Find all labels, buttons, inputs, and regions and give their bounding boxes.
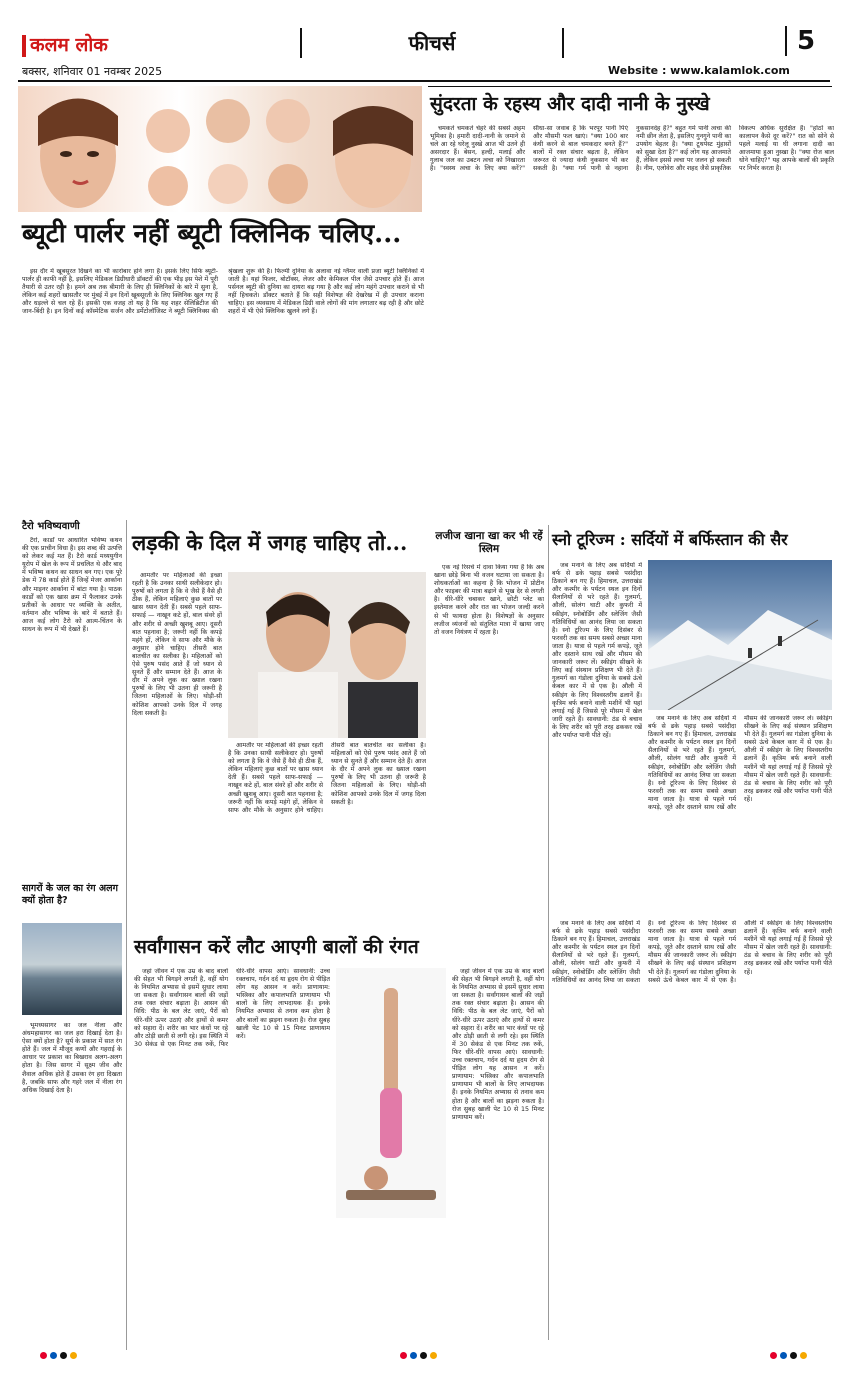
ladki-body-col1 [132, 572, 222, 912]
dot-black [790, 1352, 797, 1359]
snow-body-text-2: जब मनाने के लिए अब सर्दियों में बर्फ से ढके पहाड़ सबसे पसंदीदा ठिकाने बन गए हैं। हिमाचल, उत्तराखंड और कश्मीर के पर्यटन स्थल इन दिनों सैलानियों से भरे रहते हैं। गुलमर्ग, औली, सोलंग घाटी और कुफरी में स्कीइंग, स्नोबोर्डिंग और स्लेजिंग जैसी गतिविधियों का आनंद लिया जा सकता है। स्नो टूरिज्म के लिए दिसंबर से फरवरी तक का समय सबसे अच्छा माना जाता है। यात्रा से पहले गर्म कपड़े, जूते और दस्ताने साथ रखें और मौसम की जानकारी जरूर लें। स्कीइंग सीखने के लिए कई संस्थान प्रशिक्षण भी देते हैं। गुलमर्ग का गंडोला दुनिया के सबसे ऊंचे केबल कार में से एक है। औली में स्कीइंग के लिए विश्वस्तरीय ढलानें हैं। कृत्रिम बर्फ बनाने वाली मशीनें भी यहां लगाई गई हैं जिससे पूरे मौसम में खेल जारी रहते हैं। सावधानी: ठंड से बचाव के लिए शरीर को पूरी तरह ढककर रखें और पर्याप्त पानी पीते रहें। [648, 715, 832, 812]
snow-headline: स्नो टूरिज्म : सर्दियों में बर्फिस्तान की सैर [552, 530, 788, 549]
beauty-headline: ब्यूटी पार्लर नहीं ब्यूटी क्लिनिक चलिए... [22, 219, 402, 249]
beauty-body [22, 268, 424, 508]
sarvang-body-col2 [452, 968, 544, 1340]
registration-dots-right [770, 1352, 807, 1359]
beauty-body-text: इस दौर में खूबसूरत दिखने का भी कारोबार होने लगा है। इसके लिए सिर्फ ब्यूटी-पार्लर ही काफी नहीं है, इसलिए मेडिकल डिग्रीधारी डॉक्टरों की एक भीड़ इस पेशे में पूरी तैयारी से उतर रही है। हमने अब तक बीमारी के लिए ही क्लिनिकों के बारे में सुना है, लेकिन कई शहरों खासतौर पर मुंबई में इन दिनों खूबसूरती के लिए क्लिनिक खुल गए हैं और धड़ल्ले से चल रहे हैं। इसकी एक वजह तो यह है कि यह शहर सेलिब्रिटीज की जान-बिंदी है। इन दिनों कई कॉस्मेटिक सर्जन और डर्मेटोलॉजिस्ट ने ब्यूटी क्लिनिक्स की श्रृंखला शुरू की है। फिल्मी दुनिया के अलावा नई ग्लैमर वाली प्रजा ब्यूटी क्लिनिकों में जाती है। यहां फिलर, बोटॉक्स, लेजर और केमिकल पील जैसे उपचार होते हैं। आज पर्सनल ब्यूटी की दुनिया का दायरा बढ़ गया है और कई लोग महंगे उपचार कराने से भी नहीं हिचकते। डॉक्टर बताते हैं कि सही विशेषज्ञ की देखरेख में ही उपचार कराना चाहिए। इस व्यवसाय में मेडिकल डिग्री वाले लोगों की मांग लगातार बढ़ रही है और छोटे शहरों में भी ऐसे क्लिनिक खुलने लगे हैं। [22, 268, 424, 316]
lajeez-headline: लजीज खाना खा कर भी रहें स्लिम [435, 530, 543, 555]
section-tag: फीचर्स [300, 28, 564, 58]
sea-photo [22, 923, 122, 1015]
dot-black [420, 1352, 427, 1359]
ladki-body-text: आमतौर पर महिलाओं की इच्छा रहती है कि उनका साथी सलीकेदार हो। पुरुषों को लगता है कि वे जैसे हैं वैसे ही ठीक हैं, लेकिन महिलाएं कुछ बातों पर खास ध्यान देती हैं। सबसे पहले साफ-सफाई — नाखून कटे हों, बाल संवरे हों और शरीर से अच्छी खुशबू आए। दूसरी बात पहनावा है; जरूरी नहीं कि कपड़े महंगे हों, लेकिन वे साफ और मौके के अनुसार होने चाहिए। तीसरी बात बातचीत का सलीका है। महिलाओं को ऐसे पुरुष पसंद आते हैं जो ध्यान से सुनते हैं और सम्मान देते हैं। आज के दौर में अपने लुक का ख्याल रखना पुरुषों के लिए भी उतना ही जरूरी है जितना महिलाओं के लिए। थोड़ी-सी कोशिश आपको उनके दिल में जगह दिला सकती है। [132, 572, 222, 717]
masthead-logo [22, 31, 108, 57]
registration-dots-left [40, 1352, 77, 1359]
sea-body-text: भूमध्यसागर का जल नीला और अंधमहासागर का जल हरा दिखाई देता है। ऐसा क्यों होता है? सूर्य के प्रकाश में सात रंग होते हैं। जल में मौजूद कणों और गहराई के आधार पर प्रकाश का बिखराव अलग-अलग होता है। जिस सागर में सूक्ष्म जीव और शैवाल अधिक होते हैं उसका रंग हरा दिखता है, जबकि साफ और गहरे जल में नीला रंग अधिक दिखाई देता है। [22, 1022, 122, 1094]
sea-body [22, 1022, 122, 1340]
ladki-headline: लड़की के दिल में जगह चाहिए तो... [132, 530, 408, 555]
beauty-collage-image [18, 86, 422, 212]
ladki-body-text-2: आमतौर पर महिलाओं की इच्छा रहती है कि उनका साथी सलीकेदार हो। पुरुषों को लगता है कि वे जैसे हैं वैसे ही ठीक हैं, लेकिन महिलाएं कुछ बातों पर खास ध्यान देती हैं। सबसे पहले साफ-सफाई — नाखून कटे हों, बाल संवरे हों और शरीर से अच्छी खुशबू आए। दूसरी बात पहनावा है; जरूरी नहीं कि कपड़े महंगे हों, लेकिन वे साफ और मौके के अनुसार होने चाहिए। तीसरी बात बातचीत का सलीका है। महिलाओं को ऐसे पुरुष पसंद आते हैं जो ध्यान से सुनते हैं और सम्मान देते हैं। आज के दौर में अपने लुक का ख्याल रखना पुरुषों के लिए भी उतना ही जरूरी है जितना महिलाओं के लिए। थोड़ी-सी कोशिश आपको उनके दिल में जगह दिला सकती है। [228, 742, 426, 814]
dot-red [770, 1352, 777, 1359]
dot-yellow [800, 1352, 807, 1359]
dadi-headline: सुंदरता के रहस्य और दादी नानी के नुस्खे [430, 93, 710, 115]
dot-blue [50, 1352, 57, 1359]
dateline: बक्सर, शनिवार 01 नवम्बर 2025 [22, 65, 163, 78]
column-rule [126, 520, 127, 1350]
sarvang-yoga-photo [336, 968, 446, 1218]
sarvang-body-text-2: जहां जीवन में एक उम्र के बाद बालों की सेहत भी बिगड़ने लगती है, वहीं योग के नियमित अभ्यास से इसमें सुधार लाया जा सकता है। सर्वांगासन बालों की जड़ों तक रक्त संचार बढ़ाता है। आसन की विधि: पीठ के बल लेट जाएं, पैरों को धीरे-धीरे ऊपर उठाएं और हाथों से कमर को सहारा दें। शरीर का भार कंधों पर रहे और ठोड़ी छाती से लगी रहे। इस स्थिति में 30 सेकंड से एक मिनट तक रुकें, फिर धीरे-धीरे वापस आएं। सावधानी: उच्च रक्तचाप, गर्दन दर्द या हृदय रोग से पीड़ित लोग यह आसन न करें। प्राणायाम: भस्त्रिका और कपालभाति प्राणायाम भी बालों के लिए लाभदायक हैं। इनके नियमित अभ्यास से तनाव कम होता है और बालों का झड़ना रुकता है। रोज सुबह खाली पेट 10 से 15 मिनट प्राणायाम करें। [452, 968, 544, 1121]
snow-body-text-3: जब मनाने के लिए अब सर्दियों में बर्फ से ढके पहाड़ सबसे पसंदीदा ठिकाने बन गए हैं। हिमाचल, उत्तराखंड और कश्मीर के पर्यटन स्थल इन दिनों सैलानियों से भरे रहते हैं। गुलमर्ग, औली, सोलंग घाटी और कुफरी में स्कीइंग, स्नोबोर्डिंग और स्लेजिंग जैसी गतिविधियों का आनंद लिया जा सकता है। स्नो टूरिज्म के लिए दिसंबर से फरवरी तक का समय सबसे अच्छा माना जाता है। यात्रा से पहले गर्म कपड़े, जूते और दस्ताने साथ रखें और मौसम की जानकारी जरूर लें। स्कीइंग सीखने के लिए कई संस्थान प्रशिक्षण भी देते हैं। गुलमर्ग का गंडोला दुनिया के सबसे ऊंचे केबल कार में से एक है। औली में स्कीइंग के लिए विश्वस्तरीय ढलानें हैं। कृत्रिम बर्फ बनाने वाली मशीनें भी यहां लगाई गई हैं जिससे पूरे मौसम में खेल जारी रहते हैं। सावधानी: ठंड से बचाव के लिए शरीर को पूरी तरह ढककर रखें और पर्याप्त पानी पीते रहें। [552, 920, 832, 984]
dot-blue [410, 1352, 417, 1359]
dadi-body [430, 125, 834, 525]
logo-bar [22, 35, 26, 57]
sarvang-body-text: जहां जीवन में एक उम्र के बाद बालों की सेहत भी बिगड़ने लगती है, वहीं योग के नियमित अभ्यास से इसमें सुधार लाया जा सकता है। सर्वांगासन बालों की जड़ों तक रक्त संचार बढ़ाता है। आसन की विधि: पीठ के बल लेट जाएं, पैरों को धीरे-धीरे ऊपर उठाएं और हाथों से कमर को सहारा दें। शरीर का भार कंधों पर रहे और ठोड़ी छाती से लगी रहे। इस स्थिति में 30 सेकंड से एक मिनट तक रुकें, फिर धीरे-धीरे वापस आएं। सावधानी: उच्च रक्तचाप, गर्दन दर्द या हृदय रोग से पीड़ित लोग यह आसन न करें। प्राणायाम: भस्त्रिका और कपालभाति प्राणायाम भी बालों के लिए लाभदायक हैं। इनके नियमित अभ्यास से तनाव कम होता है और बालों का झड़ना रुकता है। रोज सुबह खाली पेट 10 से 15 मिनट प्राणायाम करें। [134, 968, 330, 1048]
lajeez-body [434, 564, 544, 914]
snow-body-continued [552, 920, 832, 1340]
ladki-body-col2 [228, 742, 426, 912]
dadi-body-text: चमकते चमकते चेहरे की सबसे अहम भूमिका है। हमारी दादी-नानी के जमाने से चले आ रहे घरेलू नुस्खे आज भी उतने ही असरदार हैं। बेसन, हल्दी, मलाई और गुलाब जल का उबटन त्वचा को निखारता है। "स्वस्थ त्वचा के लिए क्या करें?" सीधा-सा जवाब है कि भरपूर पानी पिएं और मौसमी फल खाएं। "क्या 100 बार कंघी करने से बाल चमकदार बनते हैं?" बालों में रक्त संचार बढ़ता है, लेकिन जरूरत से ज्यादा कंघी नुकसान भी कर सकती है। "क्या गर्म पानी से नहाना नुकसानदेह है?" बहुत गर्म पानी त्वचा की नमी छीन लेता है, इसलिए गुनगुने पानी का उपयोग बेहतर है। "क्या टूथपेस्ट मुंहासों को सुखा देता है?" कई लोग यह आजमाते हैं, लेकिन इससे त्वचा पर जलन हो सकती है। नीम, एलोवेरा और शहद जैसे प्राकृतिक विकल्प अधिक सुरक्षित हैं। "होंठों का कालापन कैसे दूर करें?" रात को सोने से पहले मलाई या घी लगाना दादी का आजमाया हुआ नुस्खा है। "क्या रोज बाल धोने चाहिए?" यह आपके बालों की प्रकृति पर निर्भर करता है। [430, 125, 834, 173]
snow-body-col2 [648, 715, 832, 913]
sarvang-headline: सर्वांगासन करें लौट आएगी बालों की रंगत [134, 936, 419, 958]
column-rule-right [548, 525, 549, 1340]
sea-headline: सागरों के जल का रंग अलग क्यों होता है? [22, 883, 118, 906]
dot-red [40, 1352, 47, 1359]
dot-yellow [70, 1352, 77, 1359]
dot-red [400, 1352, 407, 1359]
dot-black [60, 1352, 67, 1359]
snow-photo [648, 560, 832, 710]
tarot-headline: टैरो भविष्यवाणी [22, 521, 80, 532]
tarot-body-text: टैरो, कार्डों पर आधारित भविष्य कथन की एक प्राचीन विधा है। इस शब्द की उत्पत्ति को लेकर कई मत हैं। टैरो कार्ड मध्ययुगीन यूरोप में खेल के रूप में प्रचलित थे और बाद में भविष्य कथन का साधन बन गए। एक पूरे डेक में 78 कार्ड होते हैं जिन्हें मेजर आर्काना और माइनर आर्काना में बांटा गया है। पाठक कार्डों को एक खास क्रम में फैलाकर उनके प्रतीकों के आधार पर व्यक्ति के अतीत, वर्तमान और भविष्य के बारे में बताते हैं। आज कई लोग टैरो को आत्म-चिंतन के साधन के रूप में भी देखते हैं। [22, 537, 122, 634]
tarot-body [22, 537, 122, 879]
masthead-divider [18, 80, 830, 82]
page-number: 5 [785, 26, 815, 56]
snow-body-text: जब मनाने के लिए अब सर्दियों में बर्फ से ढके पहाड़ सबसे पसंदीदा ठिकाने बन गए हैं। हिमाचल, उत्तराखंड और कश्मीर के पर्यटन स्थल इन दिनों सैलानियों से भरे रहते हैं। गुलमर्ग, औली, सोलंग घाटी और कुफरी में स्कीइंग, स्नोबोर्डिंग और स्लेजिंग जैसी गतिविधियों का आनंद लिया जा सकता है। स्नो टूरिज्म के लिए दिसंबर से फरवरी तक का समय सबसे अच्छा माना जाता है। यात्रा से पहले गर्म कपड़े, जूते और दस्ताने साथ रखें और मौसम की जानकारी जरूर लें। स्कीइंग सीखने के लिए कई संस्थान प्रशिक्षण भी देते हैं। गुलमर्ग का गंडोला दुनिया के सबसे ऊंचे केबल कार में से एक है। औली में स्कीइंग के लिए विश्वस्तरीय ढलानें हैं। कृत्रिम बर्फ बनाने वाली मशीनें भी यहां लगाई गई हैं जिससे पूरे मौसम में खेल जारी रहते हैं। सावधानी: ठंड से बचाव के लिए शरीर को पूरी तरह ढककर रखें और पर्याप्त पानी पीते रहें। [552, 562, 642, 739]
snow-body-col1 [552, 562, 642, 912]
lajeez-body-text: एक नई रिसर्च में दावा किया गया है कि अब खाना छोड़े बिना भी वजन घटाया जा सकता है। शोधकर्ताओं का कहना है कि भोजन में प्रोटीन और फाइबर की मात्रा बढ़ाने से भूख देर से लगती है। धीरे-धीरे चबाकर खाने, छोटी प्लेट का इस्तेमाल करने और रात का भोजन जल्दी करने से भी फायदा होता है। विशेषज्ञों के अनुसार लजीज व्यंजनों को संतुलित मात्रा में खाया जाए तो वजन नियंत्रण में रहता है। [434, 564, 544, 636]
logo-text: कलम लोक [30, 34, 108, 56]
sarvang-body-col1 [134, 968, 330, 1340]
dot-yellow [430, 1352, 437, 1359]
registration-dots-center [400, 1352, 437, 1359]
dot-blue [780, 1352, 787, 1359]
ladki-photo [228, 572, 426, 738]
dadi-top-rule [428, 86, 832, 87]
website-link[interactable]: Website : www.kalamlok.com [608, 64, 790, 77]
